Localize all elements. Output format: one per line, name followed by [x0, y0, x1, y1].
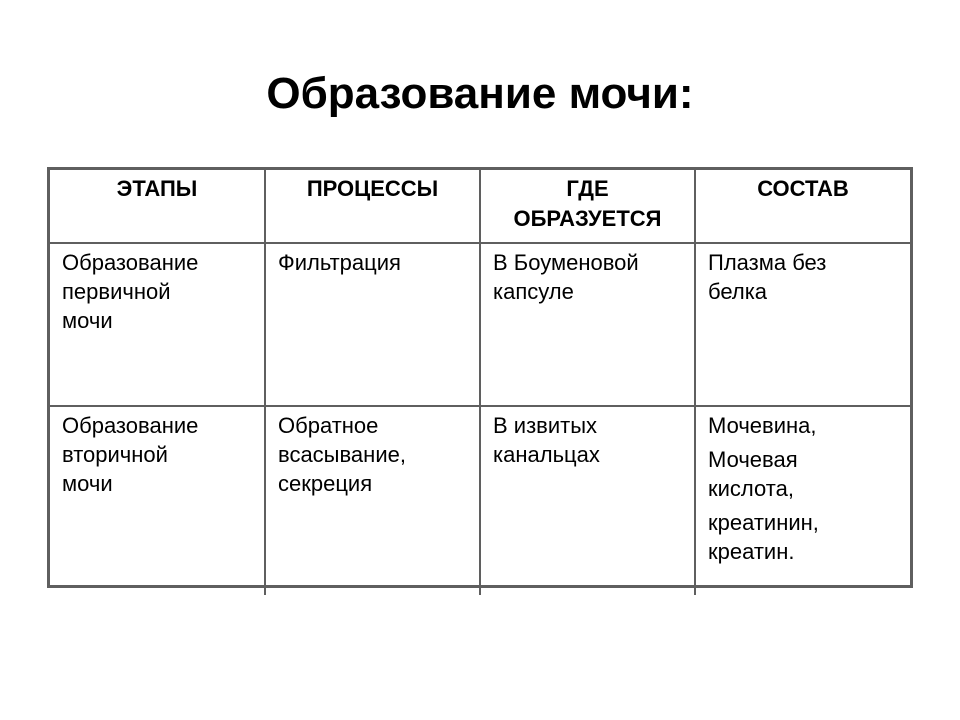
- cell-line: Плазма без: [708, 250, 827, 275]
- cell-line: секреция: [278, 471, 373, 496]
- slide-title: Образование мочи:: [266, 69, 694, 118]
- cell-line: В извитых: [493, 413, 598, 438]
- cell-line: Обратное: [278, 413, 379, 438]
- cell-stage: [50, 406, 265, 595]
- cell-line: мочи: [62, 471, 113, 496]
- cell-process: [265, 243, 480, 406]
- header-where-line-1: ГДЕ: [566, 176, 609, 201]
- table-row: [50, 243, 910, 406]
- header-composition: СОСТАВ: [695, 170, 910, 243]
- cell-line: капсуле: [493, 279, 574, 304]
- cell-composition: [695, 243, 910, 406]
- cell-line: Образование: [62, 250, 199, 275]
- header-where-line-2: ОБРАЗУЕТСЯ: [513, 206, 662, 231]
- cell-line: белка: [708, 279, 768, 304]
- cell-where: [480, 243, 695, 406]
- header-where-formed: [480, 170, 695, 243]
- cell-line: Образование: [62, 413, 199, 438]
- table-header-row: [50, 170, 910, 243]
- cell-line: вторичной: [62, 442, 168, 467]
- cell-line: всасывание,: [278, 442, 406, 467]
- header-stages: ЭТАПЫ: [50, 170, 265, 243]
- cell-line: канальцах: [493, 442, 600, 467]
- cell-line: Мочевина,: [708, 413, 817, 438]
- cell-line: Мочевая: [708, 447, 798, 472]
- table-row: [50, 406, 910, 595]
- cell-line: Фильтрация: [278, 250, 401, 275]
- cell-composition: [695, 406, 910, 595]
- cell-line: креатинин,: [708, 510, 819, 535]
- cell-stage: [50, 243, 265, 406]
- cell-where: [480, 406, 695, 595]
- cell-line: мочи: [62, 308, 113, 333]
- cell-line: В Боуменовой: [493, 250, 639, 275]
- cell-line: кислота,: [708, 476, 794, 501]
- cell-line: первичной: [62, 279, 171, 304]
- cell-process: [265, 406, 480, 595]
- header-processes: ПРОЦЕССЫ: [265, 170, 480, 243]
- urine-formation-table: [47, 167, 913, 588]
- cell-line: креатин.: [708, 539, 795, 564]
